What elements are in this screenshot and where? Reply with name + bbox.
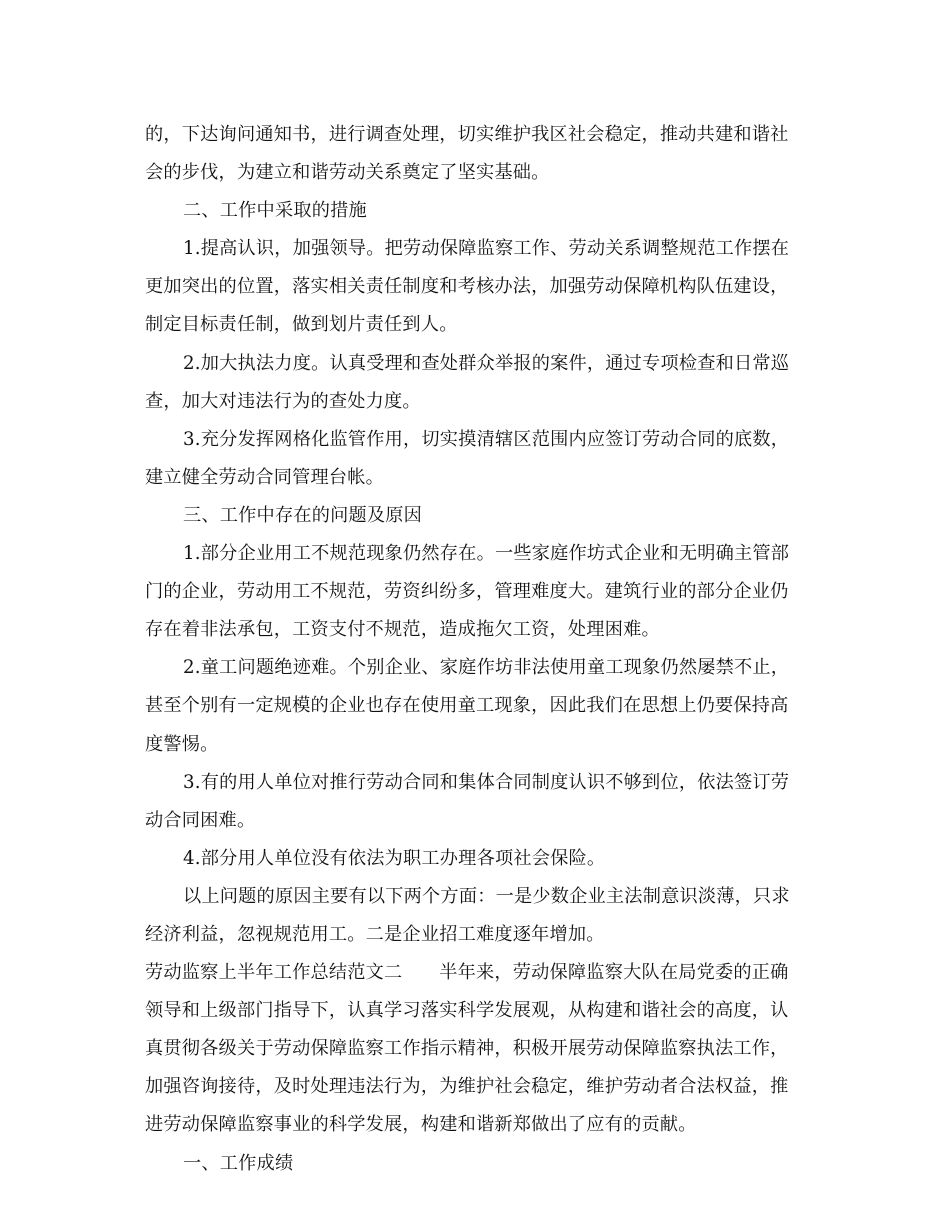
text-line: 以上问题的原因主要有以下两个方面：一是少数企业主法制意识淡薄，只求 — [183, 885, 790, 907]
text-line: 1.提高认识，加强领导。把劳动保障监察工作、劳动关系调整规范工作摆在 — [183, 238, 790, 260]
text-line: 动合同困难。 — [145, 809, 256, 831]
text-line: 劳动监察上半年工作总结范文二 半年来，劳动保障监察大队在局党委的正确 — [145, 962, 789, 984]
text-line: 2.童工问题绝迹难。个别企业、家庭作坊非法使用童工现象仍然屡禁不止， — [183, 657, 790, 679]
text-line: 存在着非法承包，工资支付不规范，造成拖欠工资，处理困难。 — [145, 619, 660, 641]
text-line: 门的企业，劳动用工不规范，劳资纠纷多，管理难度大。建筑行业的部分企业仍 — [145, 581, 789, 603]
text-line: 度警惕。 — [145, 733, 219, 755]
text-line: 更加突出的位置，落实相关责任制度和考核办法，加强劳动保障机构队伍建设， — [145, 276, 789, 298]
text-line: 3.充分发挥网格化监管作用，切实摸清辖区范围内应签订劳动合同的底数， — [183, 428, 790, 450]
section-heading: 三、工作中存在的问题及原因 — [183, 504, 423, 526]
document-body — [145, 116, 805, 1183]
text-line: 领导和上级部门指导下，认真学习落实科学发展观，从构建和谐社会的高度，认 — [145, 1000, 789, 1022]
text-line: 甚至个别有一定规模的企业也存在使用童工现象，因此我们在思想上仍要保持高 — [145, 695, 789, 717]
text-line: 1.部分企业用工不规范现象仍然存在。一些家庭作坊式企业和无明确主管部 — [183, 543, 790, 565]
text-line: 查，加大对违法行为的查处力度。 — [145, 390, 421, 412]
text-line: 的，下达询问通知书，进行调查处理，切实维护我区社会稳定，推动共建和谐社 — [145, 124, 789, 145]
text-line: 4.部分用人单位没有依法为职工办理各项社会保险。 — [183, 847, 606, 869]
section-heading: 一、工作成绩 — [183, 1152, 294, 1174]
text-line: 真贯彻各级关于劳动保障监察工作指示精神，积极开展劳动保障监察执法工作， — [145, 1038, 789, 1060]
text-line: 2.加大执法力度。认真受理和查处群众举报的案件，通过专项检查和日常巡 — [183, 352, 790, 374]
text-line: 加强咨询接待，及时处理违法行为，为维护社会稳定，维护劳动者合法权益，推 — [145, 1076, 789, 1098]
text-line: 进劳动保障监察事业的科学发展，构建和谐新郑做出了应有的贡献。 — [145, 1114, 697, 1136]
text-line: 经济利益，忽视规范用工。二是企业招工难度逐年增加。 — [145, 923, 605, 945]
section-heading: 二、工作中采取的措施 — [183, 200, 367, 222]
text-line: 制定目标责任制，做到划片责任到人。 — [145, 314, 458, 336]
text-line: 建立健全劳动合同管理台帐。 — [145, 466, 385, 488]
text-line: 3.有的用人单位对推行劳动合同和集体合同制度认识不够到位，依法签订劳 — [183, 771, 790, 793]
text-line: 会的步伐，为建立和谐劳动关系奠定了坚实基础。 — [145, 162, 550, 184]
